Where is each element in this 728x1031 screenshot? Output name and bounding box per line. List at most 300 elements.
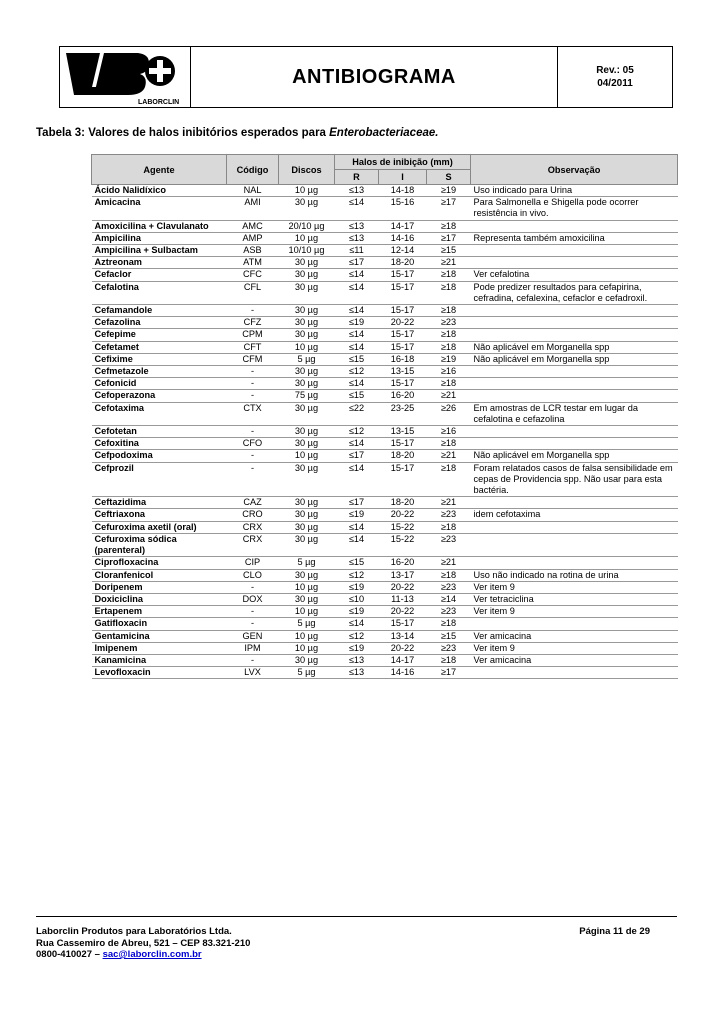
header-agente: Agente bbox=[92, 155, 227, 185]
observation: Ver item 9 bbox=[471, 606, 678, 618]
agent-name: Cefoxitina bbox=[92, 438, 227, 450]
table-row bbox=[92, 618, 678, 630]
halo-i: 20-22 bbox=[379, 606, 427, 618]
agent-name: Ampicilina + Sulbactam bbox=[92, 245, 227, 257]
footer-phone-line bbox=[36, 949, 250, 961]
observation bbox=[471, 305, 678, 317]
observation: Ver amicacina bbox=[471, 630, 678, 642]
table-row bbox=[92, 654, 678, 666]
laborclin-logo-graphic bbox=[60, 47, 188, 107]
table-row bbox=[92, 197, 678, 220]
table-row bbox=[92, 438, 678, 450]
halo-i: 14-16 bbox=[379, 232, 427, 244]
agent-code: CFO bbox=[227, 438, 279, 450]
disc-dose: 30 µg bbox=[279, 593, 335, 605]
disc-dose: 30 µg bbox=[279, 438, 335, 450]
agent-name: Cefazolina bbox=[92, 317, 227, 329]
agent-name: Cefaclor bbox=[92, 269, 227, 281]
agent-code: CIP bbox=[227, 557, 279, 569]
halo-s: ≥23 bbox=[427, 317, 471, 329]
table-row bbox=[92, 220, 678, 232]
observation: idem cefotaxima bbox=[471, 509, 678, 521]
disc-dose: 30 µg bbox=[279, 329, 335, 341]
halo-r: ≤13 bbox=[335, 667, 379, 679]
halo-s: ≥23 bbox=[427, 606, 471, 618]
agent-name: Kanamicina bbox=[92, 654, 227, 666]
agent-name: Aztreonam bbox=[92, 257, 227, 269]
halo-r: ≤13 bbox=[335, 220, 379, 232]
halo-s: ≥23 bbox=[427, 581, 471, 593]
observation bbox=[471, 557, 678, 569]
observation bbox=[471, 426, 678, 438]
halo-i: 20-22 bbox=[379, 317, 427, 329]
agent-code: CRO bbox=[227, 509, 279, 521]
halo-i: 15-17 bbox=[379, 281, 427, 304]
disc-dose: 10 µg bbox=[279, 450, 335, 462]
observation: Foram relatados casos de falsa sensibilidade em cepas de Providencia spp. Não usar para esta bactéria. bbox=[471, 462, 678, 497]
disc-dose: 10 µg bbox=[279, 185, 335, 197]
agent-code: CFM bbox=[227, 353, 279, 365]
halo-s: ≥19 bbox=[427, 185, 471, 197]
table-row bbox=[92, 497, 678, 509]
table-row bbox=[92, 557, 678, 569]
observation bbox=[471, 667, 678, 679]
table-row bbox=[92, 185, 678, 197]
disc-dose: 10 µg bbox=[279, 581, 335, 593]
agent-name: Cefamandole bbox=[92, 305, 227, 317]
agent-name: Doxiciclina bbox=[92, 593, 227, 605]
observation bbox=[471, 521, 678, 533]
agent-code: - bbox=[227, 378, 279, 390]
table-row bbox=[92, 245, 678, 257]
halo-s: ≥23 bbox=[427, 642, 471, 654]
halo-r: ≤17 bbox=[335, 450, 379, 462]
halo-r: ≤19 bbox=[335, 317, 379, 329]
disc-dose: 30 µg bbox=[279, 378, 335, 390]
disc-dose: 30 µg bbox=[279, 462, 335, 497]
header-discos: Discos bbox=[279, 155, 335, 185]
halo-s: ≥18 bbox=[427, 462, 471, 497]
revision-info bbox=[558, 47, 673, 108]
agent-code: - bbox=[227, 390, 279, 402]
agent-name: Gentamicina bbox=[92, 630, 227, 642]
halo-i: 18-20 bbox=[379, 450, 427, 462]
header-r: R bbox=[335, 170, 379, 185]
disc-dose: 30 µg bbox=[279, 509, 335, 521]
halo-i: 15-17 bbox=[379, 341, 427, 353]
agent-code: GEN bbox=[227, 630, 279, 642]
agent-name: Cefoperazona bbox=[92, 390, 227, 402]
observation: Ver item 9 bbox=[471, 581, 678, 593]
agent-code: LVX bbox=[227, 667, 279, 679]
agent-code: CFL bbox=[227, 281, 279, 304]
halo-s: ≥21 bbox=[427, 257, 471, 269]
agent-name: Cefonicid bbox=[92, 378, 227, 390]
halo-i: 23-25 bbox=[379, 402, 427, 425]
disc-dose: 10 µg bbox=[279, 642, 335, 654]
table-row bbox=[92, 317, 678, 329]
agent-code: - bbox=[227, 462, 279, 497]
halo-r: ≤22 bbox=[335, 402, 379, 425]
footer-divider bbox=[36, 916, 677, 917]
halo-s: ≥18 bbox=[427, 220, 471, 232]
agent-name: Cefotaxima bbox=[92, 402, 227, 425]
halo-s: ≥16 bbox=[427, 426, 471, 438]
observation bbox=[471, 438, 678, 450]
disc-dose: 5 µg bbox=[279, 667, 335, 679]
agent-name: Cefuroxima axetil (oral) bbox=[92, 521, 227, 533]
footer-contact bbox=[36, 926, 250, 961]
disc-dose: 30 µg bbox=[279, 366, 335, 378]
agent-code: - bbox=[227, 366, 279, 378]
halo-r: ≤12 bbox=[335, 630, 379, 642]
halo-s: ≥18 bbox=[427, 521, 471, 533]
agent-code: CAZ bbox=[227, 497, 279, 509]
disc-dose: 30 µg bbox=[279, 305, 335, 317]
agent-code: CLO bbox=[227, 569, 279, 581]
agent-name: Ciprofloxacina bbox=[92, 557, 227, 569]
disc-dose: 30 µg bbox=[279, 269, 335, 281]
halo-i: 15-17 bbox=[379, 305, 427, 317]
halo-r: ≤19 bbox=[335, 581, 379, 593]
agent-code: CFC bbox=[227, 269, 279, 281]
halo-r: ≤14 bbox=[335, 281, 379, 304]
halo-s: ≥21 bbox=[427, 450, 471, 462]
halo-r: ≤19 bbox=[335, 606, 379, 618]
agent-name: Cefpodoxima bbox=[92, 450, 227, 462]
table-row bbox=[92, 366, 678, 378]
document-header bbox=[59, 46, 673, 108]
table-row bbox=[92, 378, 678, 390]
halo-r: ≤14 bbox=[335, 618, 379, 630]
page-number: Página 11 de 29 bbox=[579, 926, 650, 937]
disc-dose: 30 µg bbox=[279, 497, 335, 509]
observation: Ver amicacina bbox=[471, 654, 678, 666]
halo-s: ≥18 bbox=[427, 281, 471, 304]
halo-s: ≥17 bbox=[427, 232, 471, 244]
agent-name: Imipenem bbox=[92, 642, 227, 654]
halo-i: 20-22 bbox=[379, 642, 427, 654]
disc-dose: 30 µg bbox=[279, 281, 335, 304]
observation: Uso indicado para Urina bbox=[471, 185, 678, 197]
revision-number: Rev.: 05 bbox=[596, 65, 634, 76]
halo-s: ≥18 bbox=[427, 654, 471, 666]
halo-s: ≥18 bbox=[427, 329, 471, 341]
table-row bbox=[92, 269, 678, 281]
header-codigo: Código bbox=[227, 155, 279, 185]
halo-s: ≥18 bbox=[427, 305, 471, 317]
halo-i: 14-18 bbox=[379, 185, 427, 197]
disc-dose: 10/10 µg bbox=[279, 245, 335, 257]
disc-dose: 30 µg bbox=[279, 521, 335, 533]
svg-text:LABORCLIN: LABORCLIN bbox=[138, 99, 180, 106]
logo-cell bbox=[60, 47, 191, 108]
table-row bbox=[92, 462, 678, 497]
halo-s: ≥18 bbox=[427, 269, 471, 281]
agent-name: Cefprozil bbox=[92, 462, 227, 497]
halo-s: ≥21 bbox=[427, 557, 471, 569]
table-row bbox=[92, 509, 678, 521]
observation: Não aplicável em Morganella spp bbox=[471, 341, 678, 353]
table-row bbox=[92, 450, 678, 462]
agent-name: Gatifloxacin bbox=[92, 618, 227, 630]
header-s: S bbox=[427, 170, 471, 185]
agent-name: Doripenem bbox=[92, 581, 227, 593]
halo-i: 18-20 bbox=[379, 497, 427, 509]
agent-name: Cefmetazole bbox=[92, 366, 227, 378]
agent-name: Cefixime bbox=[92, 353, 227, 365]
disc-dose: 5 µg bbox=[279, 618, 335, 630]
halo-s: ≥18 bbox=[427, 569, 471, 581]
halo-r: ≤14 bbox=[335, 329, 379, 341]
halo-i: 15-17 bbox=[379, 618, 427, 630]
table-row bbox=[92, 341, 678, 353]
disc-dose: 30 µg bbox=[279, 317, 335, 329]
table-body bbox=[92, 185, 678, 679]
footer-email-link[interactable]: sac@laborclin.com.br bbox=[102, 949, 202, 960]
table-row bbox=[92, 533, 678, 556]
halo-r: ≤12 bbox=[335, 426, 379, 438]
halo-i: 13-15 bbox=[379, 366, 427, 378]
halo-r: ≤14 bbox=[335, 521, 379, 533]
halo-s: ≥15 bbox=[427, 245, 471, 257]
agent-name: Cefalotina bbox=[92, 281, 227, 304]
halo-r: ≤11 bbox=[335, 245, 379, 257]
halo-s: ≥19 bbox=[427, 353, 471, 365]
footer-phone: 0800-410027 – bbox=[36, 949, 103, 960]
caption-taxon: Enterobacteriaceae. bbox=[329, 127, 439, 139]
halo-r: ≤15 bbox=[335, 557, 379, 569]
agent-code: CRX bbox=[227, 533, 279, 556]
disc-dose: 20/10 µg bbox=[279, 220, 335, 232]
table-row bbox=[92, 521, 678, 533]
revision-date: 04/2011 bbox=[597, 78, 633, 89]
disc-dose: 30 µg bbox=[279, 533, 335, 556]
laborclin-logo bbox=[60, 47, 188, 107]
agent-code: CFZ bbox=[227, 317, 279, 329]
halo-s: ≥14 bbox=[427, 593, 471, 605]
disc-dose: 30 µg bbox=[279, 426, 335, 438]
observation: Em amostras de LCR testar em lugar da cefalotina e cefazolina bbox=[471, 402, 678, 425]
halo-r: ≤15 bbox=[335, 353, 379, 365]
halo-i: 14-17 bbox=[379, 654, 427, 666]
table-row bbox=[92, 232, 678, 244]
halo-s: ≥23 bbox=[427, 533, 471, 556]
halo-r: ≤14 bbox=[335, 462, 379, 497]
halo-i: 18-20 bbox=[379, 257, 427, 269]
halo-i: 14-17 bbox=[379, 220, 427, 232]
disc-dose: 10 µg bbox=[279, 630, 335, 642]
halo-s: ≥23 bbox=[427, 509, 471, 521]
halo-r: ≤13 bbox=[335, 185, 379, 197]
disc-dose: 10 µg bbox=[279, 232, 335, 244]
halo-r: ≤12 bbox=[335, 569, 379, 581]
table-row bbox=[92, 630, 678, 642]
observation: Pode predizer resultados para cefapirina, cefradina, cefalexina, cefaclor e cefadroxil. bbox=[471, 281, 678, 304]
agent-name: Levofloxacin bbox=[92, 667, 227, 679]
observation: Não aplicável em Morganella spp bbox=[471, 450, 678, 462]
halo-r: ≤17 bbox=[335, 497, 379, 509]
halo-s: ≥18 bbox=[427, 438, 471, 450]
halo-r: ≤15 bbox=[335, 390, 379, 402]
observation: Ver tetraciclina bbox=[471, 593, 678, 605]
agent-code: DOX bbox=[227, 593, 279, 605]
observation bbox=[471, 317, 678, 329]
header-observacao: Observação bbox=[471, 155, 678, 185]
disc-dose: 10 µg bbox=[279, 606, 335, 618]
agent-code: IPM bbox=[227, 642, 279, 654]
agent-name: Ácido Nalidíxico bbox=[92, 185, 227, 197]
observation bbox=[471, 533, 678, 556]
halo-r: ≤14 bbox=[335, 438, 379, 450]
agent-code: CFT bbox=[227, 341, 279, 353]
agent-name: Amicacina bbox=[92, 197, 227, 220]
disc-dose: 30 µg bbox=[279, 654, 335, 666]
header-i: I bbox=[379, 170, 427, 185]
halo-i: 11-13 bbox=[379, 593, 427, 605]
halo-r: ≤14 bbox=[335, 305, 379, 317]
observation bbox=[471, 497, 678, 509]
halo-r: ≤12 bbox=[335, 366, 379, 378]
agent-name: Ceftazidima bbox=[92, 497, 227, 509]
observation bbox=[471, 378, 678, 390]
agent-code: CPM bbox=[227, 329, 279, 341]
table-caption bbox=[36, 127, 438, 139]
agent-code: - bbox=[227, 581, 279, 593]
disc-dose: 75 µg bbox=[279, 390, 335, 402]
observation bbox=[471, 220, 678, 232]
agent-code: CTX bbox=[227, 402, 279, 425]
halo-r: ≤14 bbox=[335, 197, 379, 220]
disc-dose: 10 µg bbox=[279, 341, 335, 353]
table-row bbox=[92, 353, 678, 365]
agent-name: Ampicilina bbox=[92, 232, 227, 244]
agent-code: - bbox=[227, 305, 279, 317]
table-row bbox=[92, 329, 678, 341]
observation bbox=[471, 366, 678, 378]
halo-i: 16-18 bbox=[379, 353, 427, 365]
halo-i: 15-17 bbox=[379, 378, 427, 390]
halo-s: ≥18 bbox=[427, 618, 471, 630]
table-row bbox=[92, 593, 678, 605]
halo-s: ≥16 bbox=[427, 366, 471, 378]
observation: Representa também amoxicilina bbox=[471, 232, 678, 244]
observation bbox=[471, 329, 678, 341]
halo-s: ≥18 bbox=[427, 341, 471, 353]
observation bbox=[471, 257, 678, 269]
halo-s: ≥26 bbox=[427, 402, 471, 425]
observation: Ver cefalotina bbox=[471, 269, 678, 281]
observation: Não aplicável em Morganella spp bbox=[471, 353, 678, 365]
agent-name: Cefotetan bbox=[92, 426, 227, 438]
table-row bbox=[92, 257, 678, 269]
agent-name: Cloranfenicol bbox=[92, 569, 227, 581]
halo-r: ≤17 bbox=[335, 257, 379, 269]
observation bbox=[471, 245, 678, 257]
halo-i: 15-17 bbox=[379, 329, 427, 341]
agent-code: - bbox=[227, 606, 279, 618]
halo-r: ≤13 bbox=[335, 654, 379, 666]
halo-s: ≥21 bbox=[427, 497, 471, 509]
observation bbox=[471, 618, 678, 630]
antibiogram-table bbox=[91, 154, 678, 679]
agent-code: ATM bbox=[227, 257, 279, 269]
table-row bbox=[92, 606, 678, 618]
footer-company: Laborclin Produtos para Laboratórios Ltda. bbox=[36, 926, 232, 937]
halo-i: 12-14 bbox=[379, 245, 427, 257]
halo-r: ≤14 bbox=[335, 269, 379, 281]
halo-r: ≤13 bbox=[335, 232, 379, 244]
halo-s: ≥17 bbox=[427, 667, 471, 679]
halo-i: 15-17 bbox=[379, 438, 427, 450]
agent-name: Ertapenem bbox=[92, 606, 227, 618]
observation: Para Salmonella e Shigella pode ocorrer resistência in vivo. bbox=[471, 197, 678, 220]
table-row bbox=[92, 569, 678, 581]
observation: Ver item 9 bbox=[471, 642, 678, 654]
halo-r: ≤14 bbox=[335, 533, 379, 556]
disc-dose: 30 µg bbox=[279, 257, 335, 269]
halo-i: 15-22 bbox=[379, 533, 427, 556]
agent-code: - bbox=[227, 654, 279, 666]
disc-dose: 30 µg bbox=[279, 197, 335, 220]
agent-code: CRX bbox=[227, 521, 279, 533]
halo-i: 13-14 bbox=[379, 630, 427, 642]
disc-dose: 30 µg bbox=[279, 569, 335, 581]
table-row bbox=[92, 642, 678, 654]
table-row bbox=[92, 305, 678, 317]
agent-code: - bbox=[227, 450, 279, 462]
halo-r: ≤10 bbox=[335, 593, 379, 605]
agent-name: Cefepime bbox=[92, 329, 227, 341]
agent-code: NAL bbox=[227, 185, 279, 197]
disc-dose: 30 µg bbox=[279, 402, 335, 425]
footer-address: Rua Cassemiro de Abreu, 521 – CEP 83.321-210 bbox=[36, 937, 251, 949]
observation: Uso não indicado na rotina de urina bbox=[471, 569, 678, 581]
agent-code: AMI bbox=[227, 197, 279, 220]
halo-i: 13-15 bbox=[379, 426, 427, 438]
agent-name: Amoxicilina + Clavulanato bbox=[92, 220, 227, 232]
halo-r: ≤19 bbox=[335, 642, 379, 654]
agent-name: Cefuroxima sódica (parenteral) bbox=[92, 533, 227, 556]
agent-code: ASB bbox=[227, 245, 279, 257]
agent-name: Ceftriaxona bbox=[92, 509, 227, 521]
table-row bbox=[92, 390, 678, 402]
table-row bbox=[92, 581, 678, 593]
agent-code: - bbox=[227, 618, 279, 630]
disc-dose: 5 µg bbox=[279, 353, 335, 365]
halo-i: 15-17 bbox=[379, 269, 427, 281]
halo-s: ≥18 bbox=[427, 378, 471, 390]
disc-dose: 5 µg bbox=[279, 557, 335, 569]
halo-r: ≤14 bbox=[335, 378, 379, 390]
halo-i: 20-22 bbox=[379, 581, 427, 593]
halo-i: 15-16 bbox=[379, 197, 427, 220]
halo-i: 15-22 bbox=[379, 521, 427, 533]
agent-code: AMC bbox=[227, 220, 279, 232]
agent-code: AMP bbox=[227, 232, 279, 244]
table-row bbox=[92, 667, 678, 679]
table-row bbox=[92, 402, 678, 425]
halo-s: ≥15 bbox=[427, 630, 471, 642]
halo-i: 14-16 bbox=[379, 667, 427, 679]
halo-i: 16-20 bbox=[379, 557, 427, 569]
halo-s: ≥17 bbox=[427, 197, 471, 220]
halo-r: ≤14 bbox=[335, 341, 379, 353]
header-halos: Halos de inibição (mm) bbox=[335, 155, 471, 170]
table-row bbox=[92, 426, 678, 438]
halo-s: ≥21 bbox=[427, 390, 471, 402]
table-row bbox=[92, 281, 678, 304]
